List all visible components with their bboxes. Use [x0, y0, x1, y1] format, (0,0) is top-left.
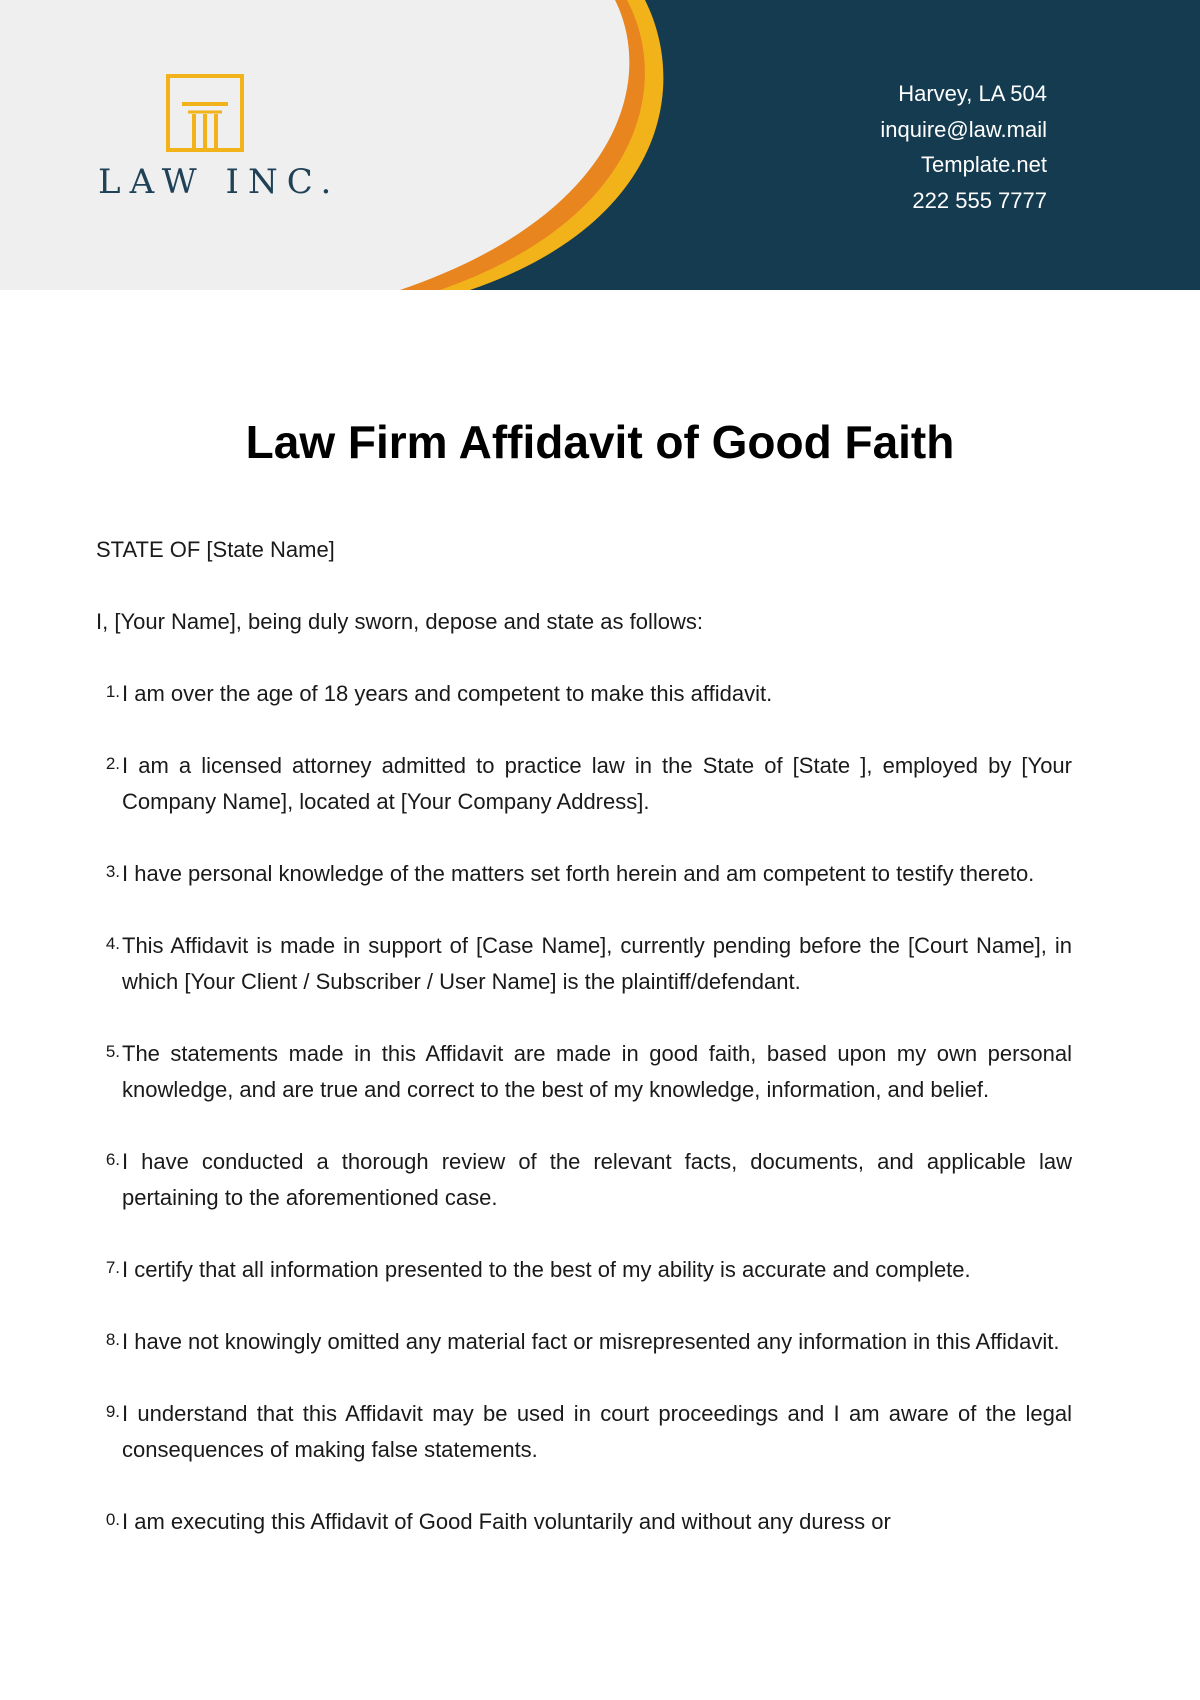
state-line: STATE OF [State Name]	[96, 537, 335, 562]
document-title: Law Firm Affidavit of Good Faith	[245, 416, 955, 468]
contact-address: Harvey, LA 504	[898, 81, 1047, 106]
item-number: 8.	[105, 1330, 120, 1349]
pillar-icon	[166, 74, 244, 152]
affidavit-statements	[96, 676, 1072, 1540]
list-item	[96, 928, 1072, 1000]
letterhead	[0, 0, 1200, 290]
document-body	[96, 532, 1072, 1576]
item-text: I am over the age of 18 years and competent to make this affidavit.	[122, 681, 773, 706]
list-item	[96, 1396, 1072, 1468]
item-text: The statements made in this Affidavit are made in good faith, based upon my own personal knowledge, and are true and correct to the best of my knowledge, information, and belief.	[122, 1041, 1072, 1102]
item-number: 9.	[105, 1402, 120, 1421]
intro-paragraph: I, [Your Name], being duly sworn, depose and state as follows:	[96, 609, 703, 634]
item-number: 1.	[105, 682, 120, 701]
item-number: 5.	[105, 1042, 120, 1061]
item-number: 0.	[105, 1510, 120, 1529]
list-item	[96, 676, 1072, 712]
item-text: This Affidavit is made in support of [Case Name], currently pending before the [Court Name], in which [Your Client / Subscriber / User Name] is the plaintiff/defendant.	[122, 933, 1072, 994]
contact-phone: 222 555 7777	[912, 187, 1047, 213]
item-number: 2.	[105, 754, 120, 773]
list-item	[96, 1324, 1072, 1360]
item-number: 3.	[105, 862, 120, 881]
contact-website: Template.net	[921, 152, 1047, 177]
contact-block	[880, 76, 1047, 218]
item-text: I have personal knowledge of the matters set forth herein and am competent to testify thereto.	[122, 861, 1035, 886]
item-number: 4.	[105, 934, 120, 953]
item-text: I am a licensed attorney admitted to practice law in the State of [State ], employed by [Your Company Name], located at [Your Company Address].	[122, 753, 1072, 814]
item-text: I certify that all information presented to the best of my ability is accurate and complete.	[122, 1257, 971, 1282]
item-text: I have conducted a thorough review of the relevant facts, documents, and applicable law pertaining to the aforementioned case.	[122, 1149, 1072, 1210]
list-item	[96, 748, 1072, 820]
item-text: I understand that this Affidavit may be used in court proceedings and I am aware of the legal consequences of making false statements.	[122, 1401, 1072, 1462]
list-item	[96, 1252, 1072, 1288]
list-item	[96, 1036, 1072, 1108]
item-number: 6.	[105, 1150, 120, 1169]
list-item	[96, 1144, 1072, 1216]
contact-email: inquire@law.mail	[880, 116, 1047, 142]
item-text: I have not knowingly omitted any material fact or misrepresented any information in this Affidavit.	[122, 1329, 1060, 1354]
list-item	[96, 856, 1072, 892]
company-name: LAW INC.	[98, 162, 341, 202]
list-item	[96, 1504, 1072, 1540]
item-text: I am executing this Affidavit of Good Faith voluntarily and without any duress or	[122, 1509, 891, 1534]
item-number: 7.	[105, 1258, 120, 1277]
